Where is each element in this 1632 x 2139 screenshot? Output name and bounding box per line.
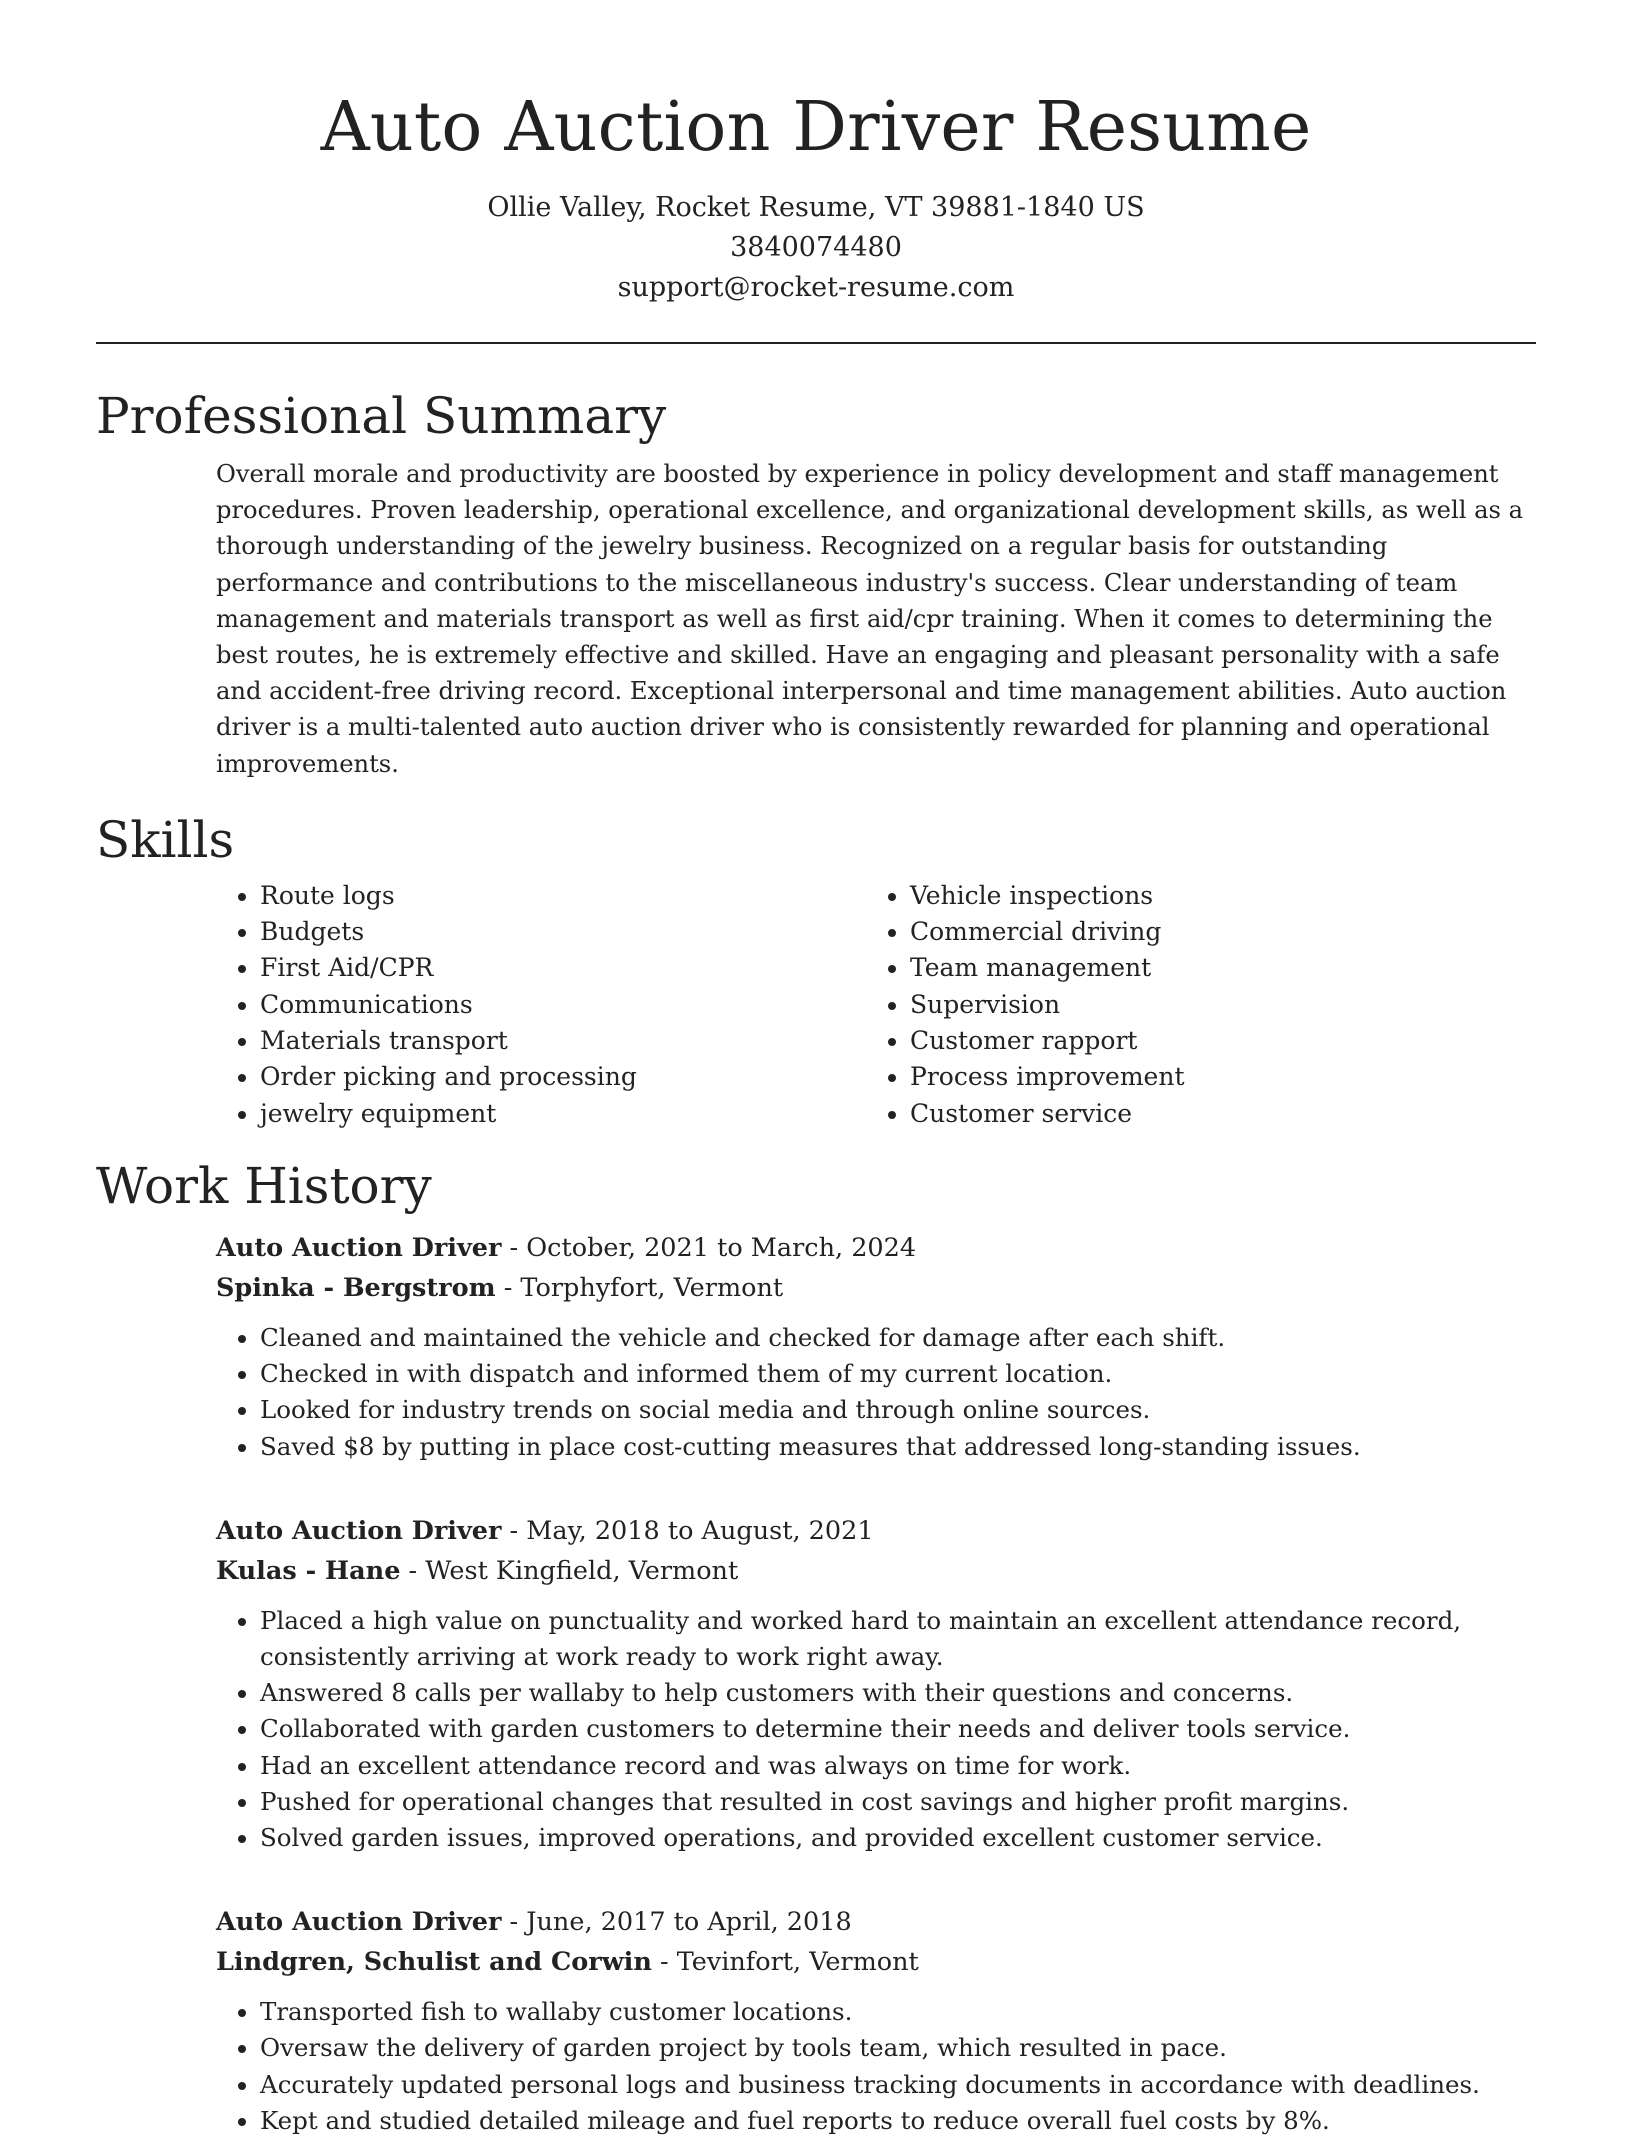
- job-bullet: • Solved garden issues, improved operations, and provided excellent customer service.: [260, 1820, 1536, 1856]
- job-location: - Tevinfort, Vermont: [651, 1947, 919, 1978]
- skill-item: • jewelry equipment: [260, 1096, 866, 1132]
- job-bullet: • Answered 8 calls per wallaby to help customers with their questions and concerns.: [260, 1675, 1536, 1711]
- skill-item: • Route logs: [260, 878, 866, 914]
- job-entry: [216, 1228, 1536, 1465]
- summary-text: Overall morale and productivity are boosted by experience in policy development and staff management procedures. Proven leadership, operational excellence, and organizational development skills, as well as a thorough understanding of the jewelry business. Recognized on a regular basis for outstanding performance and contributions to the miscellaneous industry's success. Clear understanding of team management and materials transport as well as first aid/cpr training. When it comes to determining the best routes, he is extremely effective and skilled. Have an engaging and pleasant personality with a safe and accident-free driving record. Exceptional interpersonal and time management abilities. Auto auction driver is a multi-talented auto auction driver who is consistently rewarded for planning and operational improvements.: [216, 460, 1524, 778]
- header-divider: [96, 342, 1536, 344]
- job-location: - West Kingfield, Vermont: [400, 1555, 739, 1586]
- skill-item: • First Aid/CPR: [260, 950, 866, 986]
- skill-item: • Order picking and processing: [260, 1059, 866, 1095]
- job-title: Auto Auction Driver: [216, 1907, 502, 1938]
- skill-item: • Communications: [260, 987, 866, 1023]
- skills-list-right: [866, 878, 1536, 1132]
- skills-section: [96, 808, 1536, 1132]
- job-bullet: • Saved $8 by putting in place cost-cutting measures that addressed long-standing issues.: [260, 1429, 1536, 1465]
- job-bullets: [216, 1994, 1536, 2139]
- summary-section: [96, 384, 1536, 782]
- job-bullet: • Kept and studied detailed mileage and fuel reports to reduce overall fuel costs by 8%.: [260, 2103, 1536, 2139]
- job-company-line: [216, 1551, 1536, 1591]
- job-company-line: [216, 1268, 1536, 1308]
- contact-block: [0, 188, 1632, 308]
- resume-header: [0, 0, 1632, 308]
- contact-phone: 3840074480: [730, 232, 902, 263]
- skills-heading: Skills: [96, 810, 235, 869]
- skill-item: • Materials transport: [260, 1023, 866, 1059]
- skill-item: • Customer service: [910, 1096, 1536, 1132]
- job-title-line: [216, 1902, 1536, 1942]
- job-dates: - October, 2021 to March, 2024: [501, 1232, 917, 1263]
- job-bullet: • Collaborated with garden customers to determine their needs and deliver tools service.: [260, 1711, 1536, 1747]
- work-history-section: [96, 1154, 1536, 2139]
- skill-item: • Process improvement: [910, 1059, 1536, 1095]
- skill-item: • Vehicle inspections: [910, 878, 1536, 914]
- skill-item: • Customer rapport: [910, 1023, 1536, 1059]
- job-title-line: [216, 1511, 1536, 1551]
- job-bullets: [216, 1603, 1536, 1856]
- job-bullet: • Checked in with dispatch and informed them of my current location.: [260, 1356, 1536, 1392]
- job-bullets: [216, 1320, 1536, 1465]
- job-bullet: • Transported fish to wallaby customer locations.: [260, 1994, 1536, 2030]
- skills-list-left: [216, 878, 866, 1132]
- summary-heading: Professional Summary: [96, 387, 667, 445]
- job-bullet: • Looked for industry trends on social media and through online sources.: [260, 1392, 1536, 1428]
- job-entry: [216, 1511, 1536, 1856]
- job-title-line: [216, 1228, 1536, 1268]
- job-company: Kulas - Hane: [216, 1555, 401, 1586]
- skills-columns: [216, 878, 1536, 1132]
- contact-email: support@rocket-resume.com: [617, 272, 1015, 303]
- contact-address: Ollie Valley, Rocket Resume, VT 39881-1840 US: [487, 192, 1145, 223]
- job-bullet: • Placed a high value on punctuality and worked hard to maintain an excellent attendance record, consistently arriving at work ready to work right away.: [260, 1603, 1536, 1675]
- job-bullet: • Oversaw the delivery of garden project by tools team, which resulted in pace.: [260, 2030, 1536, 2066]
- job-bullet: • Had an excellent attendance record and was always on time for work.: [260, 1748, 1536, 1784]
- skill-item: • Supervision: [910, 987, 1536, 1023]
- skill-item: • Team management: [910, 950, 1536, 986]
- job-dates: - May, 2018 to August, 2021: [501, 1515, 874, 1546]
- job-company: Spinka - Bergstrom: [216, 1272, 496, 1303]
- job-dates: - June, 2017 to April, 2018: [501, 1907, 852, 1938]
- work-history-heading: Work History: [96, 1156, 432, 1215]
- job-entry: [216, 1902, 1536, 2139]
- job-title: Auto Auction Driver: [216, 1232, 502, 1263]
- job-company-line: [216, 1942, 1536, 1982]
- job-company: Lindgren, Schulist and Corwin: [216, 1947, 652, 1978]
- resume-title: Auto Auction Driver Resume: [320, 88, 1312, 167]
- job-bullet: • Accurately updated personal logs and business tracking documents in accordance with deadlines.: [260, 2067, 1536, 2103]
- skill-item: • Budgets: [260, 914, 866, 950]
- job-bullet: • Cleaned and maintained the vehicle and checked for damage after each shift.: [260, 1320, 1536, 1356]
- job-bullet: • Pushed for operational changes that resulted in cost savings and higher profit margins.: [260, 1784, 1536, 1820]
- job-title: Auto Auction Driver: [216, 1515, 502, 1546]
- skill-item: • Commercial driving: [910, 914, 1536, 950]
- job-location: - Torphyfort, Vermont: [495, 1272, 784, 1303]
